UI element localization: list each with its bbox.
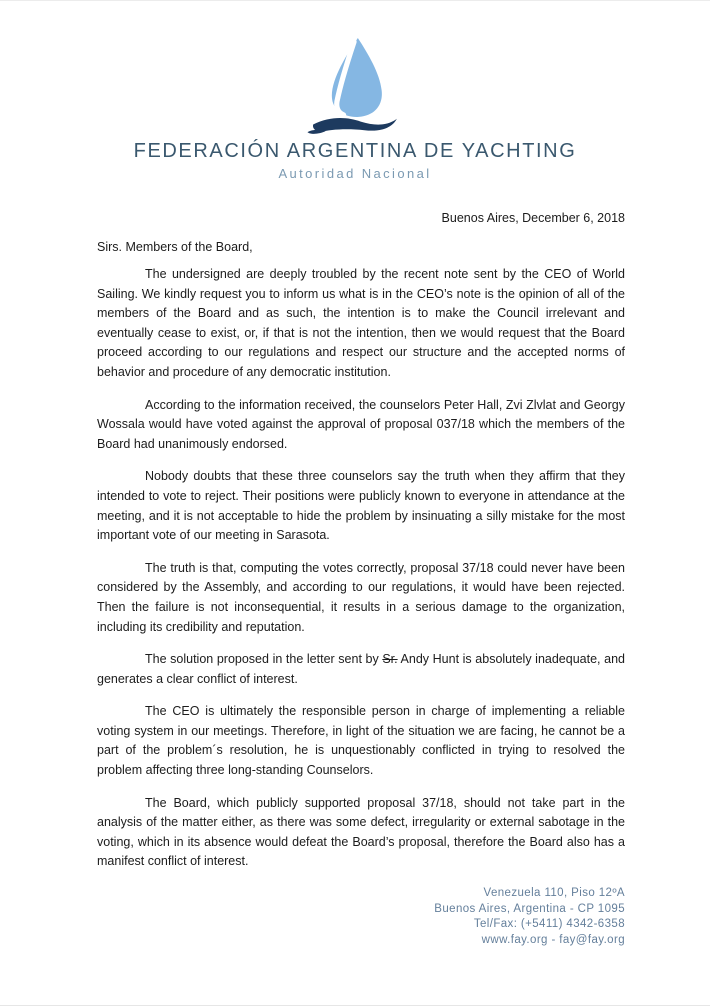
- dateline: Buenos Aires, December 6, 2018: [441, 211, 625, 225]
- letter-body: [97, 211, 625, 872]
- paragraph-3: Nobody doubts that these three counselors say the truth when they affirm that they intended to vote to reject. Their positions were publicly known to everyone in attendance at the meeting, and it is not acceptable to hide the problem by insinuating a silly mistake for the most important vote of our meeting in Sarasota.: [97, 469, 625, 543]
- paragraph-1: The undersigned are deeply troubled by the recent note sent by the CEO of World Sailing. We kindly request you to inform us what is in the CEO’s note is the opinion of all of the members of the Board and as such, the intention is to make the Council irrelevant and eventually cease to exist, or, if that is not the intention, then we would request that the Board proceed according to our regulations and respect our structure and the accepted norms of behavior and procedure of any democratic institution.: [97, 267, 625, 379]
- paragraph-5-before: The solution proposed in the letter sent by: [145, 652, 383, 667]
- paragraph-6: The CEO is ultimately the responsible person in charge of implementing a reliable voting system in our meetings. Therefore, in light of the situation we are facing, he cannot be a part of the problem´s resolution, he is unquestionably conflicted in trying to resolved the problem affecting three long-standing Counselors.: [97, 704, 625, 778]
- struck-text: Sr.: [382, 652, 398, 667]
- sailboat-logo-icon: [296, 37, 414, 134]
- paragraph-4: The truth is that, computing the votes correctly, proposal 37/18 could never have been considered by the Assembly, and according to our regulations, it would have been rejected. Then the failure is not inconsequential, it results in a serious damage to the organization, including its credibility and reputation.: [97, 560, 625, 634]
- org-subtitle: Autoridad Nacional: [278, 166, 432, 181]
- salutation: Sirs. Members of the Board,: [97, 240, 253, 254]
- letterhead: [85, 37, 625, 181]
- footer-web-email-line: www.fay.org - fay@fay.org: [481, 933, 625, 946]
- org-name: FEDERACIÓN ARGENTINA DE YACHTING: [133, 140, 577, 162]
- paragraph-5: [97, 650, 625, 689]
- footer-city-line: Buenos Aires, Argentina - CP 1095: [434, 902, 625, 915]
- paragraph-7: The Board, which publicly supported proposal 37/18, should not take part in the analysis of the matter either, as there was some defect, irregularity or external sabotage in the voting, which in its absence would defeat the Board’s proposal, therefore the Board also has a manifest conflict of interest.: [97, 795, 625, 869]
- paragraph-5-after: Andy Hunt is absolutely inadequate, and generates a clear conflict of interest.: [97, 652, 625, 686]
- footer-address-line: Venezuela 110, Piso 12ºA: [483, 887, 625, 899]
- paragraph-2: According to the information received, the counselors Peter Hall, Zvi Zlvlat and Georgy Wossala would have voted against the approval of proposal 037/18 which the members of the Board had unanimously endorsed.: [97, 397, 625, 451]
- letter-footer: [434, 886, 625, 948]
- footer-telfax-line: Tel/Fax: (+5411) 4342-6358: [473, 918, 625, 930]
